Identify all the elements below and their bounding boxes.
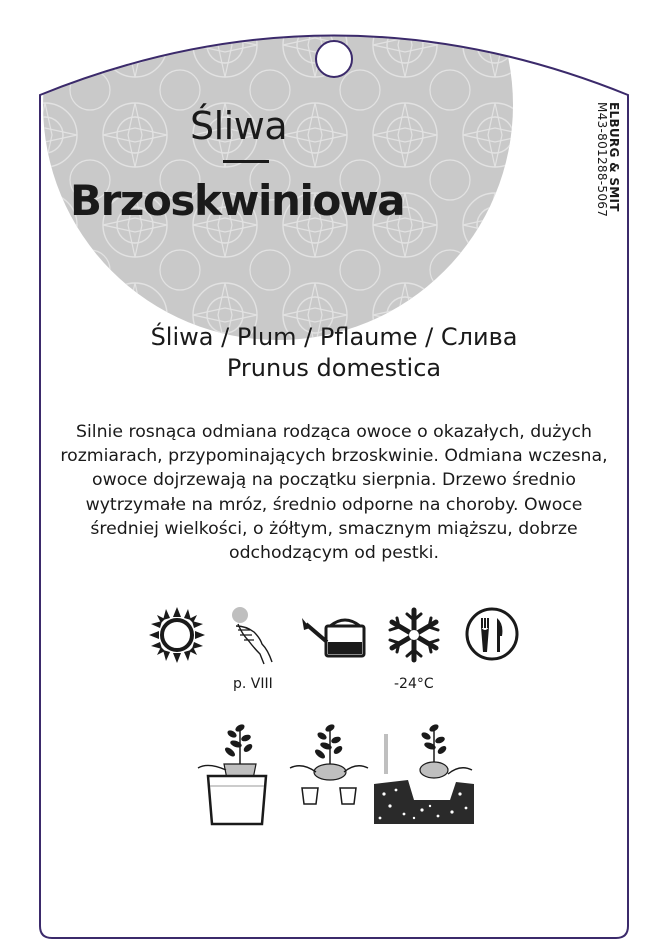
planting-step-unpot-icon — [288, 718, 370, 828]
decorative-pattern-circle — [43, 0, 513, 340]
watering-can-icon — [300, 612, 368, 658]
description: Silnie rosnąca odmiana rodząca owoce o okazałych, dużych rozmiarach, przypominających brzoskwinie. Odmiana wczesna, owoce dojrzewają na początku sierpnia. Drzewo średnio wytrzymałe na mróz, średnio odporne na choroby. Owoce średniej wielkości, o żółtym, smacznym miąższu, dobrze odchodzącym od pestki. — [60, 422, 608, 564]
harvest-label: p. VIII — [233, 676, 273, 692]
brand-name: ELBURG & SMIT — [607, 102, 621, 212]
sun-icon — [148, 606, 206, 664]
title-line-2: Brzoskwiniowa — [70, 176, 405, 225]
planting-step-plant-icon — [374, 718, 474, 828]
title-line-1: Śliwa — [190, 104, 288, 148]
plant-names — [0, 322, 668, 384]
frost-label: -24°C — [394, 676, 434, 692]
product-code: M43-801288-5067 — [595, 102, 609, 218]
frost-snowflake-icon — [385, 606, 443, 664]
brand-block — [595, 102, 621, 242]
harvest-hand-icon — [228, 604, 278, 666]
hang-hole — [316, 41, 352, 77]
edible-fork-knife-icon — [464, 606, 520, 662]
title-divider — [223, 160, 269, 163]
latin-name: Prunus domestica — [226, 354, 442, 382]
planting-step-soak-icon — [196, 718, 278, 828]
common-names: Śliwa / Plum / Pflaume / Слива — [150, 323, 518, 351]
